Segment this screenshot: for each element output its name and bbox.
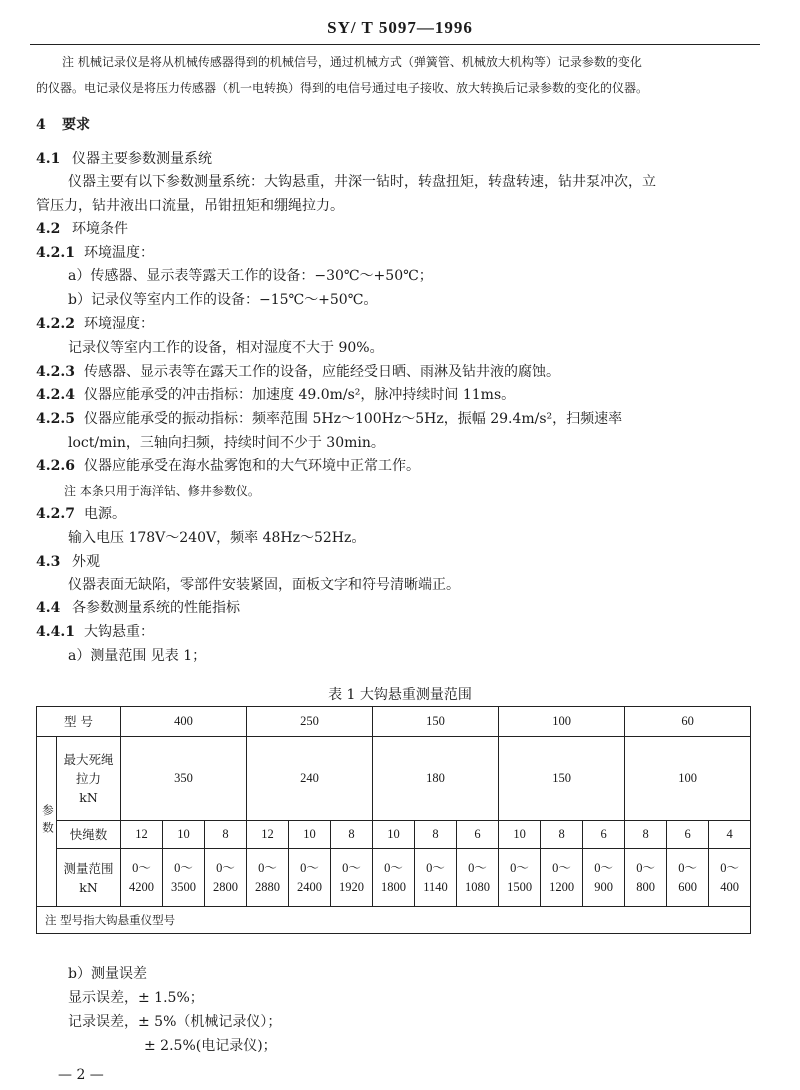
range-cell [247,849,289,907]
max-tension-label-line: 最大死绳 [63,752,114,767]
rope-count-cell: 10 [163,821,205,849]
max-tension-label [57,737,121,821]
rope-count-cell: 6 [457,821,499,849]
range-cell [373,849,415,907]
param-label: 参数 [37,737,57,907]
top-note-line-1: 注 机械记录仪是将从机械传感器得到的机械信号，通过机械方式（弹簧管、机械放大机构等）记录参数的变化 [62,55,642,69]
range-prefix: 0～ [132,860,151,875]
table-1-caption: 表 1 大钩悬重测量范围 [328,687,472,703]
rope-count-cell: 10 [499,821,541,849]
page-number: — 2 — [58,1067,104,1083]
table-row-max-tension [37,737,751,821]
max-tension-label-line: 拉力 [76,771,102,786]
range-max: 800 [636,879,655,894]
model-cell: 60 [625,707,751,737]
range-max: 1080 [465,879,491,894]
max-tension-label-unit: kN [79,790,98,805]
section-4-1-number: 4.1 [36,151,61,167]
section-4-3-number: 4.3 [36,554,61,570]
section-4-3-body: 仪器表面无缺陷，零部件安装紧固，面板文字和符号清晰端正。 [68,577,460,593]
range-cell [709,849,751,907]
range-prefix: 0～ [216,860,235,875]
section-4-2-1-item-a: a）传感器、显示表等露天工作的设备：−30℃～+50℃； [68,268,433,284]
rope-count-cell: 8 [415,821,457,849]
range-prefix: 0～ [678,860,697,875]
hook-load-range-table [36,706,751,934]
standard-header: SY/ T 5097—1996 [327,18,473,37]
range-cell [667,849,709,907]
range-cell [457,849,499,907]
table-row-range [37,849,751,907]
range-cell [583,849,625,907]
header-rule [30,44,760,45]
table-note: 注 型号指大钩悬重仪型号 [37,907,751,934]
max-tension-cell: 350 [121,737,247,821]
range-max: 1920 [339,879,365,894]
range-prefix: 0～ [510,860,529,875]
range-prefix: 0～ [342,860,361,875]
section-4-3-title: 外观 [72,554,100,570]
rope-count-cell: 10 [373,821,415,849]
section-4-4-title: 各参数测量系统的性能指标 [72,600,240,616]
rope-count-cell: 10 [289,821,331,849]
section-4-1-body-2: 管压力，钻井液出口流量，吊钳扭矩和绷绳拉力。 [36,198,344,214]
rope-count-cell: 12 [247,821,289,849]
rope-count-cell: 8 [331,821,373,849]
range-max: 2880 [255,879,281,894]
section-4-number: 4 [36,117,46,133]
model-cell: 250 [247,707,373,737]
section-4-2-4-body: 仪器应能承受的冲击指标：加速度 49.0m/s²，脉冲持续时间 11ms。 [84,387,516,403]
range-prefix: 0～ [426,860,445,875]
rope-count-label: 快绳数 [57,821,121,849]
range-max: 1200 [549,879,575,894]
range-prefix: 0～ [300,860,319,875]
range-cell [415,849,457,907]
range-label [57,849,121,907]
rope-count-cell: 12 [121,821,163,849]
section-4-2-5-body-2: loct/min，三轴向扫频，持续时间不少于 30min。 [68,435,385,451]
range-max: 400 [720,879,739,894]
section-4-2-7-title: 电源。 [84,506,126,522]
section-4-2-title: 环境条件 [72,221,128,237]
range-max: 3500 [171,879,197,894]
section-4-2-3-body: 传感器、显示表等在露天工作的设备，应能经受日晒、雨淋及钻井液的腐蚀。 [84,364,560,380]
range-max: 1140 [423,879,448,894]
range-cell [163,849,205,907]
section-4-2-2-title: 环境湿度： [84,316,154,332]
section-4-2-6-body: 仪器应能承受在海水盐雾饱和的大气环境中正常工作。 [84,458,420,474]
section-4-title: 要求 [62,117,90,133]
range-prefix: 0～ [636,860,655,875]
section-4-2-number: 4.2 [36,221,61,237]
max-tension-cell: 100 [625,737,751,821]
range-cell [625,849,667,907]
rope-count-cell: 8 [205,821,247,849]
item-b-record-error-mechanical: 记录误差，± 5%（机械记录仪）； [68,1014,282,1030]
range-max: 2400 [297,879,323,894]
range-max: 1800 [381,879,407,894]
section-4-2-3-number: 4.2.3 [36,364,75,380]
section-4-1-title: 仪器主要参数测量系统 [72,151,212,167]
table-row-note [37,907,751,934]
rope-count-cell: 6 [583,821,625,849]
range-prefix: 0～ [258,860,277,875]
range-prefix: 0～ [552,860,571,875]
section-4-2-6-note: 注 本条只用于海洋钻、修井参数仪。 [64,484,260,498]
range-label-line: 测量范围 [63,860,114,876]
range-max: 4200 [129,879,155,894]
section-4-2-6-number: 4.2.6 [36,458,75,474]
rope-count-cell: 8 [541,821,583,849]
section-4-4-1-number: 4.4.1 [36,624,75,640]
section-4-2-1-title: 环境温度： [84,245,154,261]
section-4-2-1-number: 4.2.1 [36,245,75,261]
section-4-2-5-number: 4.2.5 [36,411,75,427]
range-label-unit: kN [79,879,98,895]
section-4-2-1-item-b: b）记录仪等室内工作的设备：−15℃～+50℃。 [68,292,378,308]
range-prefix: 0～ [594,860,613,875]
range-max: 600 [678,879,697,894]
max-tension-cell: 240 [247,737,373,821]
section-4-2-5-body-1: 仪器应能承受的振动指标：频率范围 5Hz～100Hz～5Hz，振幅 29.4m/s²，扫频速率 [84,411,623,427]
section-4-2-2-number: 4.2.2 [36,316,75,332]
range-cell [331,849,373,907]
range-max: 900 [594,879,613,894]
section-4-2-4-number: 4.2.4 [36,387,75,403]
range-cell [289,849,331,907]
table-row-models [37,707,751,737]
max-tension-cell: 180 [373,737,499,821]
model-cell: 100 [499,707,625,737]
item-b-display-error: 显示误差，± 1.5%； [68,990,204,1006]
rope-count-cell: 8 [625,821,667,849]
range-max: 2800 [213,879,239,894]
range-max: 1500 [507,879,533,894]
range-prefix: 0～ [720,860,739,875]
item-b-title: b）测量误差 [68,966,147,982]
section-4-4-1-item-a: a）测量范围 见表 1； [68,648,207,664]
range-prefix: 0～ [468,860,487,875]
rope-count-cell: 6 [667,821,709,849]
model-cell: 400 [121,707,247,737]
section-4-1-body-1: 仪器主要有以下参数测量系统：大钩悬重，井深一钻时，转盘扭矩，转盘转速，钻井泵冲次，立 [68,174,656,190]
rope-count-cell: 4 [709,821,751,849]
range-cell [121,849,163,907]
section-4-2-7-body: 输入电压 178V～240V，频率 48Hz～52Hz。 [68,530,366,546]
section-4-4-1-title: 大钩悬重： [84,624,154,640]
model-label: 型 号 [37,707,121,737]
range-cell [541,849,583,907]
range-prefix: 0～ [384,860,403,875]
range-prefix: 0～ [174,860,193,875]
item-b-record-error-electric: ± 2.5%(电记录仪)； [144,1038,277,1054]
table-row-rope-count [37,821,751,849]
range-cell [499,849,541,907]
section-4-2-7-number: 4.2.7 [36,506,75,522]
section-4-4-number: 4.4 [36,600,61,616]
top-note-line-2: 的仪器。电记录仪是将压力传感器（机一电转换）得到的电信号通过电子接收、放大转换后记录参数的变化的仪器。 [36,81,649,95]
range-cell [205,849,247,907]
max-tension-cell: 150 [499,737,625,821]
model-cell: 150 [373,707,499,737]
section-4-2-2-body: 记录仪等室内工作的设备，相对湿度不大于 90%。 [68,340,384,356]
